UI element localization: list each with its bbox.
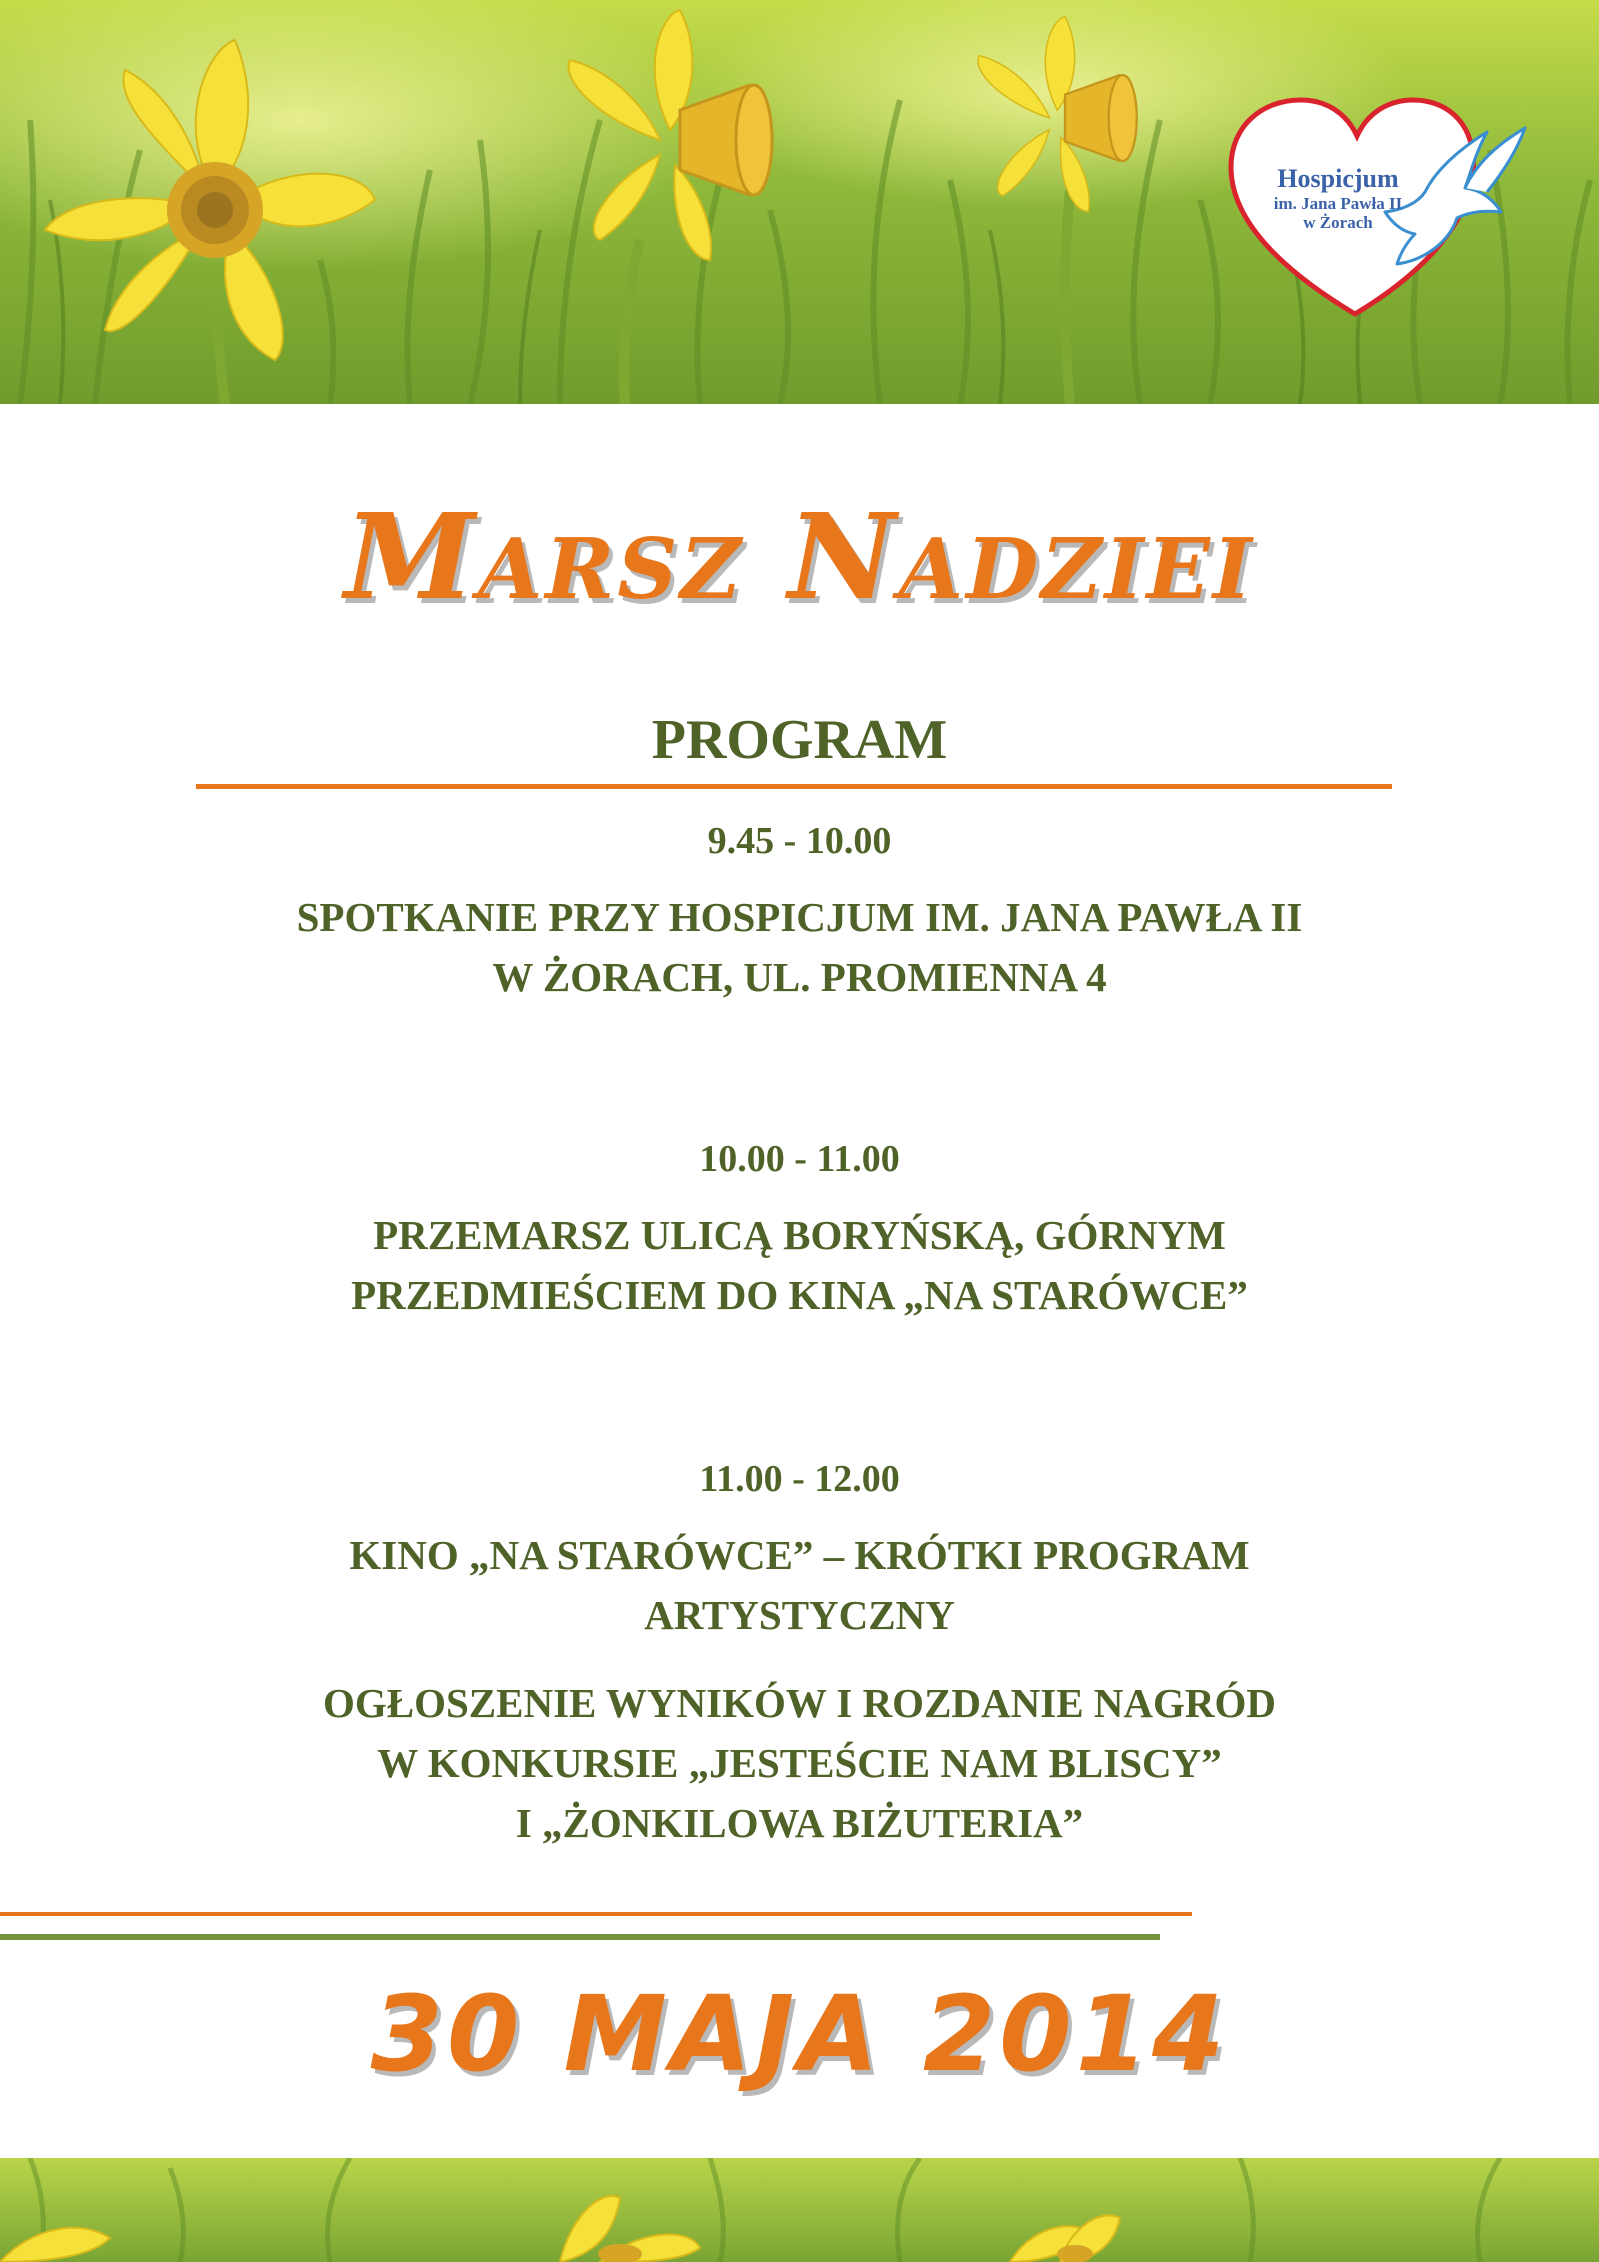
logo-subtitle: im. Jana Pawła II — [1273, 193, 1403, 213]
schedule-description: SPOTKANIE PRZY HOSPICJUM IM. JANA PAWŁA II W ŻORACH, UL. PROMIENNA 4 — [296, 894, 1303, 1000]
daffodil-banner-top — [0, 0, 1599, 404]
schedule-announcement: OGŁOSZENIE WYNIKÓW I ROZDANIE NAGRÓD W KONKURSIE „JESTEŚCIE NAM BLISCY” I „ŻONKILOWA BIŻUTERIA” — [322, 1680, 1277, 1846]
divider-green — [0, 1934, 1160, 1940]
schedule-item — [0, 1460, 1599, 1853]
schedule-item — [0, 1140, 1599, 1325]
event-date: 30 MAJA 2014 — [370, 1973, 1229, 2095]
page-title: Marsz Nadziei — [344, 487, 1255, 626]
schedule-time: 10.00 - 11.00 — [699, 1138, 900, 1180]
schedule-time: 11.00 - 12.00 — [699, 1458, 900, 1500]
program-divider — [196, 784, 1392, 789]
schedule-item — [0, 822, 1599, 1007]
schedule-time: 9.45 - 10.00 — [707, 820, 892, 862]
program-heading: PROGRAM — [651, 709, 948, 771]
divider-orange — [0, 1912, 1192, 1916]
schedule-description: PRZEMARSZ ULICĄ BORYŃSKĄ, GÓRNYM PRZEDMIEŚCIEM DO KINA „NA STARÓWCE” — [351, 1212, 1248, 1318]
schedule-description: KINO „NA STARÓWCE” – KRÓTKI PROGRAM ARTYSTYCZNY — [349, 1532, 1250, 1638]
logo-location: w Żorach — [1303, 213, 1373, 233]
daffodil-banner-bottom — [0, 2158, 1599, 2262]
hospice-logo — [1225, 92, 1533, 328]
logo-name: Hospicjum — [1277, 164, 1399, 193]
daffodil-illustration-bottom — [0, 2158, 1599, 2262]
